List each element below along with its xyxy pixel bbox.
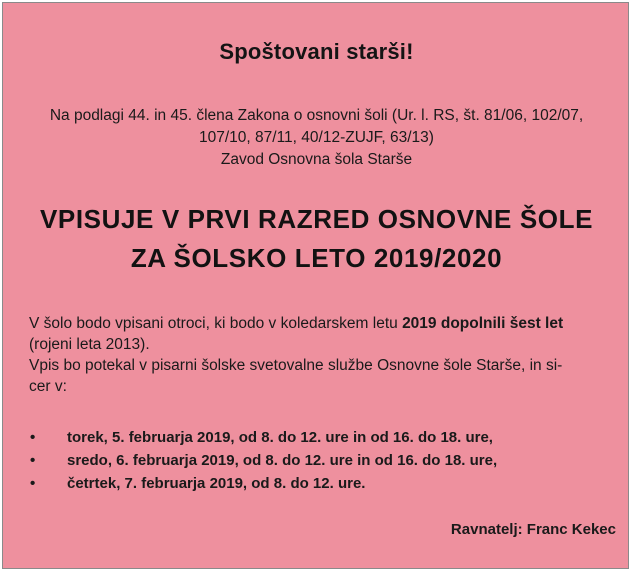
bullet-icon: •: [30, 429, 36, 446]
date-text: torek, 5. februarja 2019, od 8. do 12. ure in od 16. do 18. ure,: [67, 429, 493, 446]
bullet-icon: •: [30, 452, 36, 469]
description-line: cer v:: [29, 378, 67, 395]
date-item: [3, 452, 630, 475]
date-text: sredo, 6. februarja 2019, od 8. do 12. ure in od 16. do 18. ure,: [67, 452, 498, 469]
age-requirement: 2019 dopolnili šest let: [402, 315, 564, 332]
school-name: Zavod Osnovna šola Starše: [220, 151, 413, 168]
headline-line: VPISUJE V PRVI RAZRED OSNOVNE ŠOLE: [39, 204, 594, 234]
legal-basis: [13, 105, 620, 171]
date-text: četrtek, 7. februarja 2019, od 8. do 12. ure.: [67, 475, 366, 492]
enrollment-headline: [3, 200, 630, 278]
description-line: [29, 313, 619, 334]
legal-line: Na podlagi 44. in 45. člena Zakona o osnovni šoli (Ur. l. RS, št. 81/06, 102/07,: [49, 107, 584, 124]
bullet-icon: •: [30, 475, 36, 492]
enrollment-dates-list: [3, 429, 630, 498]
notice-title: Spoštovani starši!: [219, 39, 414, 64]
legal-line: 107/10, 87/11, 40/12-ZUJF, 63/13): [199, 129, 434, 146]
principal-signature: Ravnatelj: Franc Kekec: [450, 521, 616, 538]
date-item: [3, 475, 630, 498]
description-line: (rojeni leta 2013).: [29, 336, 150, 353]
date-item: [3, 429, 630, 452]
description-line: Vpis bo potekal v pisarni šolske svetovalne službe Osnovne šole Starše, in si-: [29, 357, 563, 374]
enrollment-notice: [2, 2, 629, 569]
headline-line: ZA ŠOLSKO LETO 2019/2020: [130, 243, 503, 273]
description-text: V šolo bodo vpisani otroci, ki bodo v koledarskem letu: [29, 315, 403, 332]
enrollment-description: [29, 313, 619, 397]
